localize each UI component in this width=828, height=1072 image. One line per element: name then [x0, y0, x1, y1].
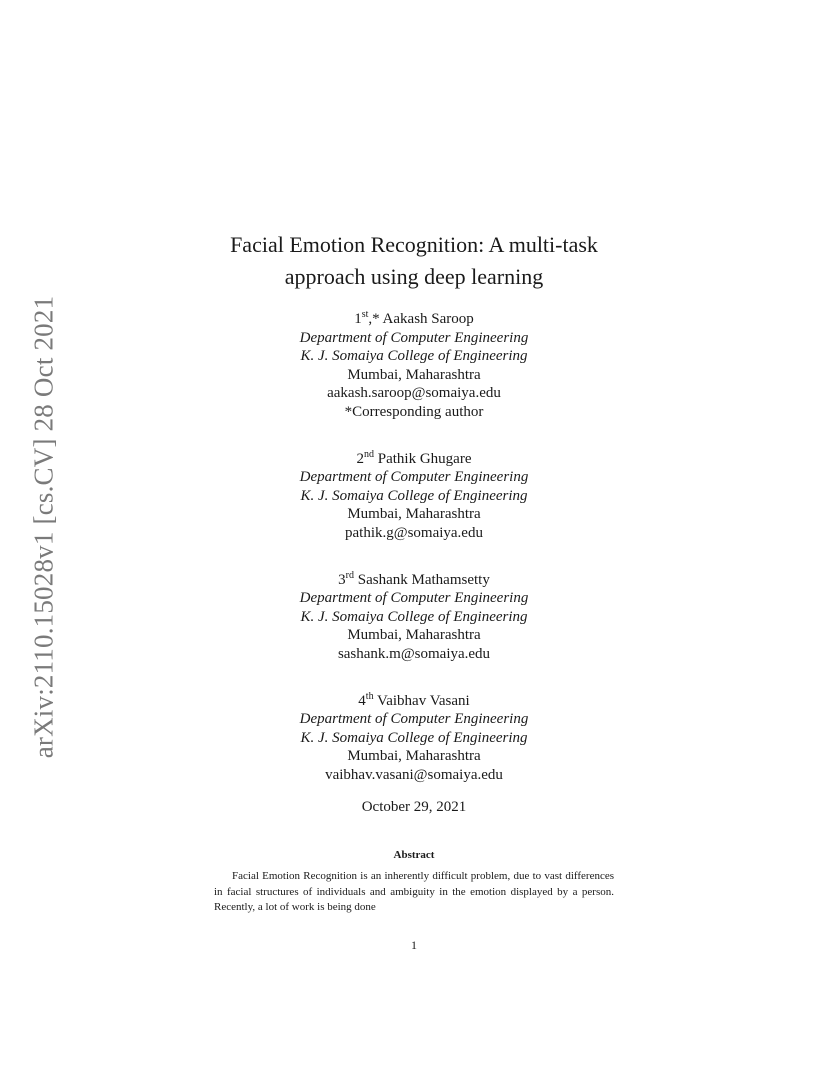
title-line-1: Facial Emotion Recognition: A multi-task: [230, 232, 598, 257]
author-email[interactable]: aakash.saroop@somaiya.edu: [327, 385, 501, 402]
author-name: 2nd Pathik Ghugare: [356, 448, 472, 467]
author-name: 3rd Sashank Mathamsetty: [338, 569, 490, 588]
abstract-heading: Abstract: [393, 849, 435, 861]
publication-date: October 29, 2021: [361, 799, 467, 815]
author-department: Department of Computer Engineering: [299, 711, 529, 728]
author-college: K. J. Somaiya College of Engineering: [300, 348, 528, 365]
author-department: Department of Computer Engineering: [299, 590, 529, 607]
author-name: 1st,* Aakash Saroop: [354, 309, 474, 327]
page-number: 1: [411, 938, 417, 952]
author-email[interactable]: pathik.g@somaiya.edu: [345, 524, 483, 541]
author-block-4: [0, 692, 828, 785]
author-location: Mumbai, Maharashtra: [347, 748, 481, 765]
author-department: Department of Computer Engineering: [299, 469, 529, 486]
author-location: Mumbai, Maharashtra: [347, 627, 481, 644]
author-name: 4th Vaibhav Vasani: [358, 690, 470, 709]
author-block-1: [0, 310, 828, 422]
abstract-text: Facial Emotion Recognition is an inherently difficult problem, due to vast differences in facial structures of individuals and ambiguity in the emotion displayed by a person. Recently, a lot of work is being done: [214, 870, 614, 913]
author-block-3: [0, 571, 828, 664]
paper-title: [0, 229, 828, 293]
author-college: K. J. Somaiya College of Engineering: [300, 487, 528, 504]
author-list: [0, 310, 828, 812]
author-note: *Corresponding author: [344, 403, 484, 420]
title-line-2: approach using deep learning: [284, 264, 544, 289]
arxiv-identifier[interactable]: arXiv:2110.15028v1 [cs.CV] 28 Oct 2021: [28, 295, 59, 759]
author-email[interactable]: sashank.m@somaiya.edu: [337, 645, 491, 662]
author-block-2: [0, 450, 828, 543]
author-location: Mumbai, Maharashtra: [347, 366, 481, 383]
author-department: Department of Computer Engineering: [299, 329, 529, 346]
author-email[interactable]: vaibhav.vasani@somaiya.edu: [325, 766, 503, 783]
author-college: K. J. Somaiya College of Engineering: [300, 729, 528, 746]
author-location: Mumbai, Maharashtra: [347, 506, 481, 523]
author-college: K. J. Somaiya College of Engineering: [300, 608, 528, 625]
